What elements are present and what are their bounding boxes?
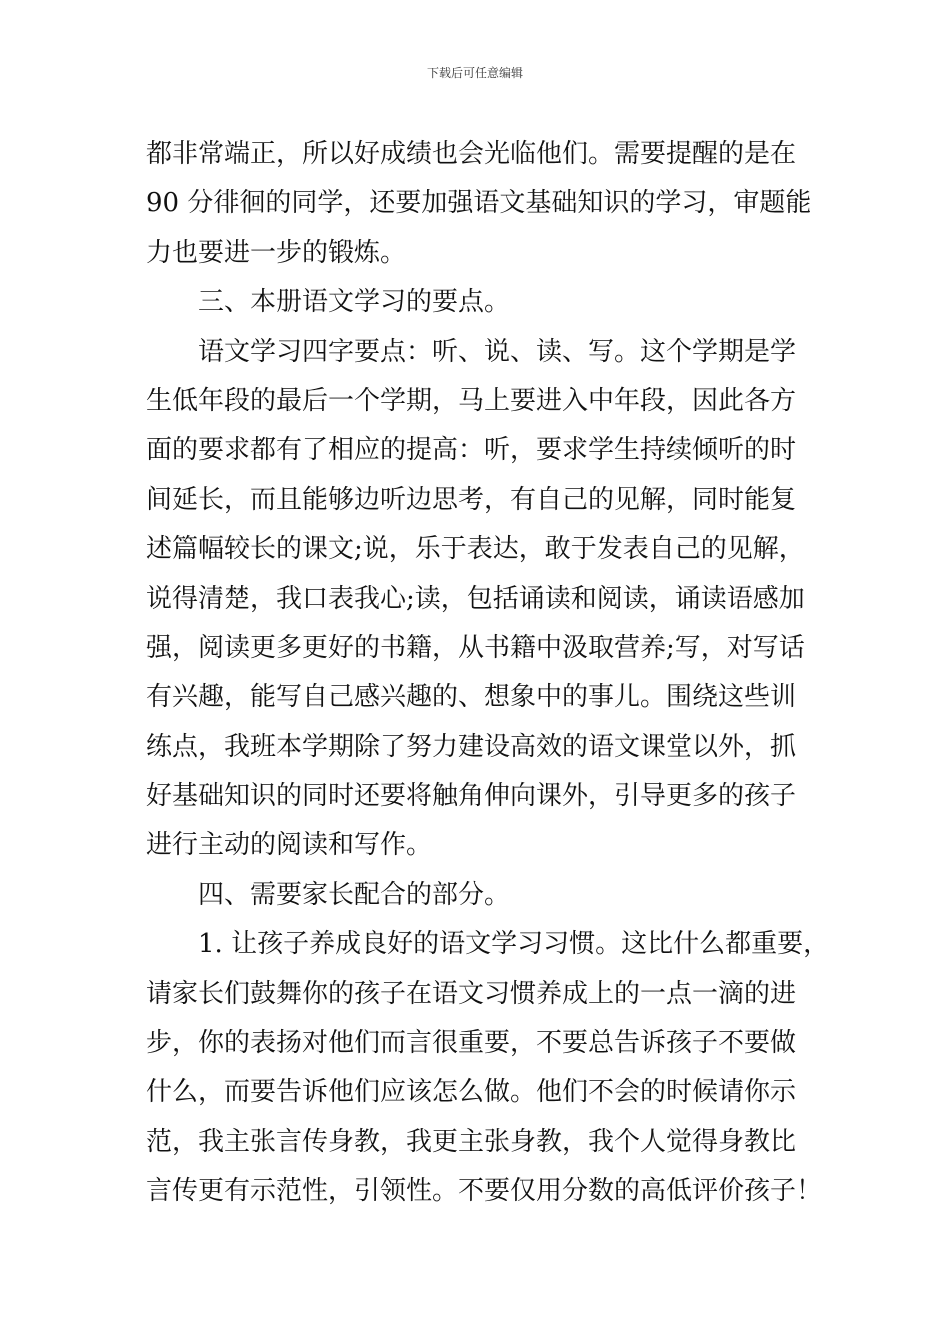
text-line: 什么，而要告诉他们应该怎么做。他们不会的时候请你示	[146, 1077, 797, 1108]
text-line: 练点，我班本学期除了努力建设高效的语文课堂以外，抓	[146, 731, 797, 762]
text-line: 说得清楚，我口表我心;读，包括诵读和阅读，诵读语感加	[146, 583, 805, 614]
document-body	[146, 130, 830, 1217]
paragraph-start-line: 1. 让孩子养成良好的语文学习习惯。这比什么都重要，	[198, 929, 830, 960]
page-header: 下载后可任意编辑	[426, 66, 523, 80]
paragraph-start-line: 语文学习四字要点：听、说、读、写。这个学期是学	[198, 336, 797, 367]
text-line: 强，阅读更多更好的书籍，从书籍中汲取营养;写，对写话	[146, 632, 805, 663]
text-line: 间延长，而且能够边听边思考，有自己的见解，同时能复	[146, 484, 797, 515]
text-line: 面的要求都有了相应的提高：听，要求学生持续倾听的时	[146, 435, 797, 466]
section-heading: 三、本册语文学习的要点。	[198, 287, 511, 318]
text-line: 力也要进一步的锻炼。	[146, 237, 407, 268]
text-line: 步，你的表扬对他们而言很重要，不要总告诉孩子不要做	[146, 1028, 797, 1059]
text-line: 90 分徘徊的同学，还要加强语文基础知识的学习，审题能	[146, 188, 812, 219]
section-heading: 四、需要家长配合的部分。	[198, 879, 511, 910]
text-line: 进行主动的阅读和写作。	[146, 830, 433, 861]
text-line: 请家长们鼓舞你的孩子在语文习惯养成上的一点一滴的进	[146, 978, 797, 1009]
text-line: 范，我主张言传身教，我更主张身教，我个人觉得身教比	[146, 1126, 797, 1157]
text-line: 都非常端正，所以好成绩也会光临他们。需要提醒的是在	[146, 139, 797, 169]
text-line: 述篇幅较长的课文;说，乐于表达，敢于发表自己的见解，	[146, 534, 805, 565]
text-line: 有兴趣，能写自己感兴趣的、想象中的事儿。围绕这些训	[146, 682, 797, 713]
text-line: 生低年段的最后一个学期，马上要进入中年段，因此各方	[146, 385, 797, 416]
text-line: 好基础知识的同时还要将触角伸向课外，引导更多的孩子	[146, 781, 797, 812]
text-line: 言传更有示范性，引领性。不要仅用分数的高低评价孩子！	[146, 1176, 823, 1207]
